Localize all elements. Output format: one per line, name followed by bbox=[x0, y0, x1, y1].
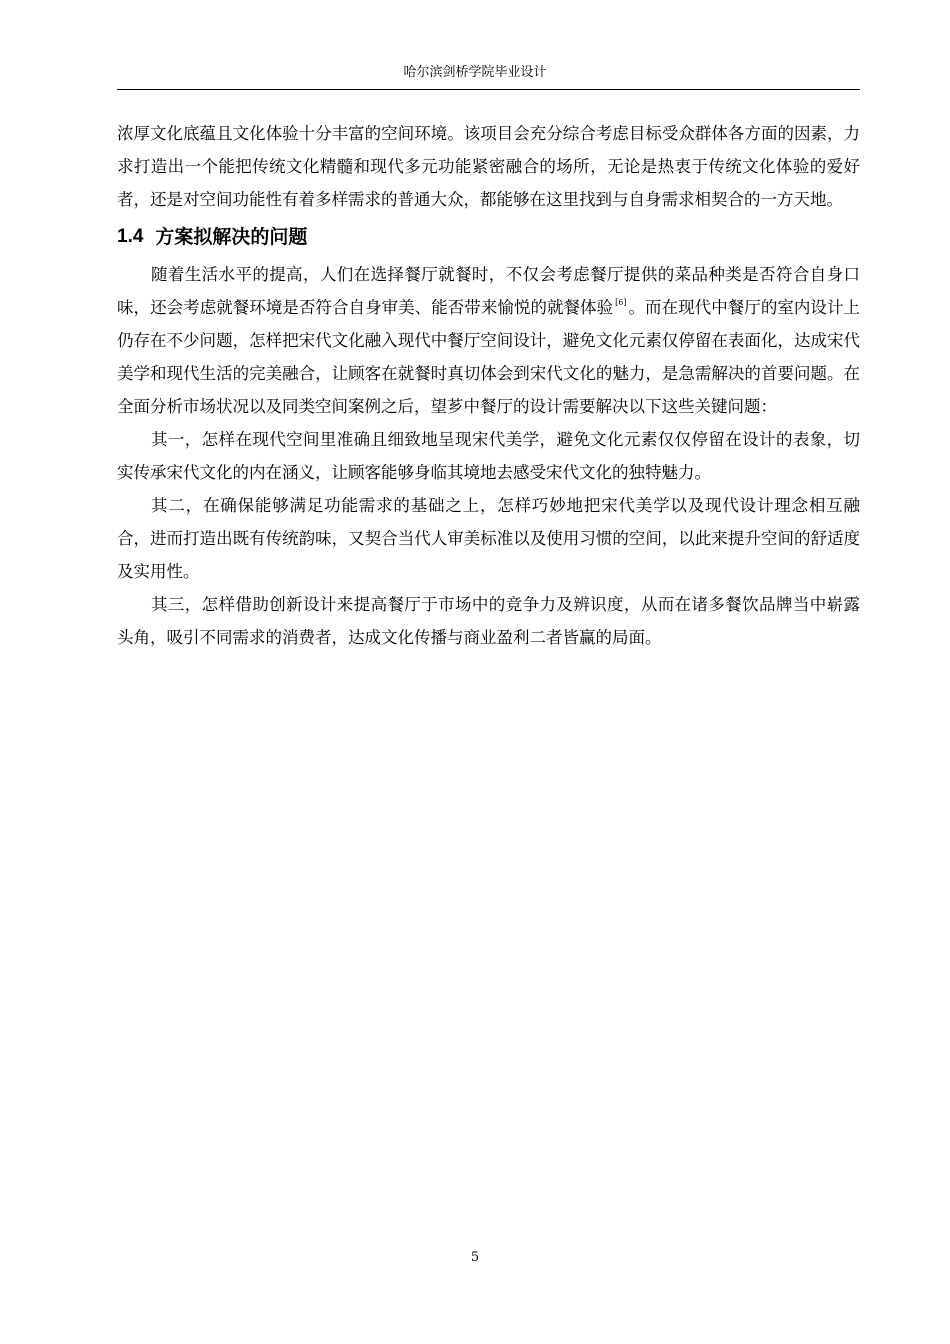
body-text bbox=[117, 117, 860, 654]
running-header: 哈尔滨剑桥学院毕业设计 bbox=[403, 65, 547, 80]
intro-paragraph: 浓厚文化底蕴且文化体验十分丰富的空间环境。该项目会充分综合考虑目标受众群体各方面的因素，力求打造出一个能把传统文化精髓和现代多元功能紧密融合的场所，无论是热衷于传统文化体验的爱好者，还是对空间功能性有着多样需求的普通大众，都能够在这里找到与自身需求相契合的一方天地。 bbox=[117, 124, 860, 209]
section-number: 1.4 bbox=[117, 226, 144, 247]
citation-ref: [6] bbox=[615, 298, 627, 307]
section-title: 方案拟解决的问题 bbox=[155, 226, 308, 248]
problem-paragraph-text-a: 随着生活水平的提高，人们在选择餐厅就餐时，不仅会考虑餐厅提供的菜品种类是否符合自身口味，还会考虑就餐环境是否符合自身审美、能否带来愉悦的就餐体验 bbox=[117, 265, 860, 317]
point-three: 其三，怎样借助创新设计来提高餐厅于市场中的竞争力及辨识度，从而在诸多餐饮品牌当中崭露头角，吸引不同需求的消费者，达成文化传播与商业盈利二者皆赢的局面。 bbox=[117, 595, 860, 647]
page-number: 5 bbox=[470, 1250, 480, 1265]
problem-paragraph bbox=[117, 258, 860, 423]
point-one: 其一，怎样在现代空间里准确且细致地呈现宋代美学，避免文化元素仅仅停留在设计的表象，切实传承宋代文化的内在涵义，让顾客能够身临其境地去感受宋代文化的独特魅力。 bbox=[117, 430, 860, 482]
section-heading bbox=[117, 216, 860, 258]
header-rule bbox=[117, 89, 860, 90]
point-two: 其二，在确保能够满足功能需求的基础之上，怎样巧妙地把宋代美学以及现代设计理念相互融合，进而打造出既有传统韵味，又契合当代人审美标准以及使用习惯的空间，以此来提升空间的舒适度及实用性。 bbox=[117, 496, 860, 581]
problem-paragraph-text-b: 。而在现代中餐厅的室内设计上仍存在不少问题，怎样把宋代文化融入现代中餐厅空间设计，避免文化元素仅停留在表面化，达成宋代美学和现代生活的完美融合，让顾客在就餐时真切体会到宋代文化的魅力，是急需解决的首要问题。在全面分析市场状况以及同类空间案例之后，望芗中餐厅的设计需要解决以下这些关键问题： bbox=[117, 298, 861, 416]
